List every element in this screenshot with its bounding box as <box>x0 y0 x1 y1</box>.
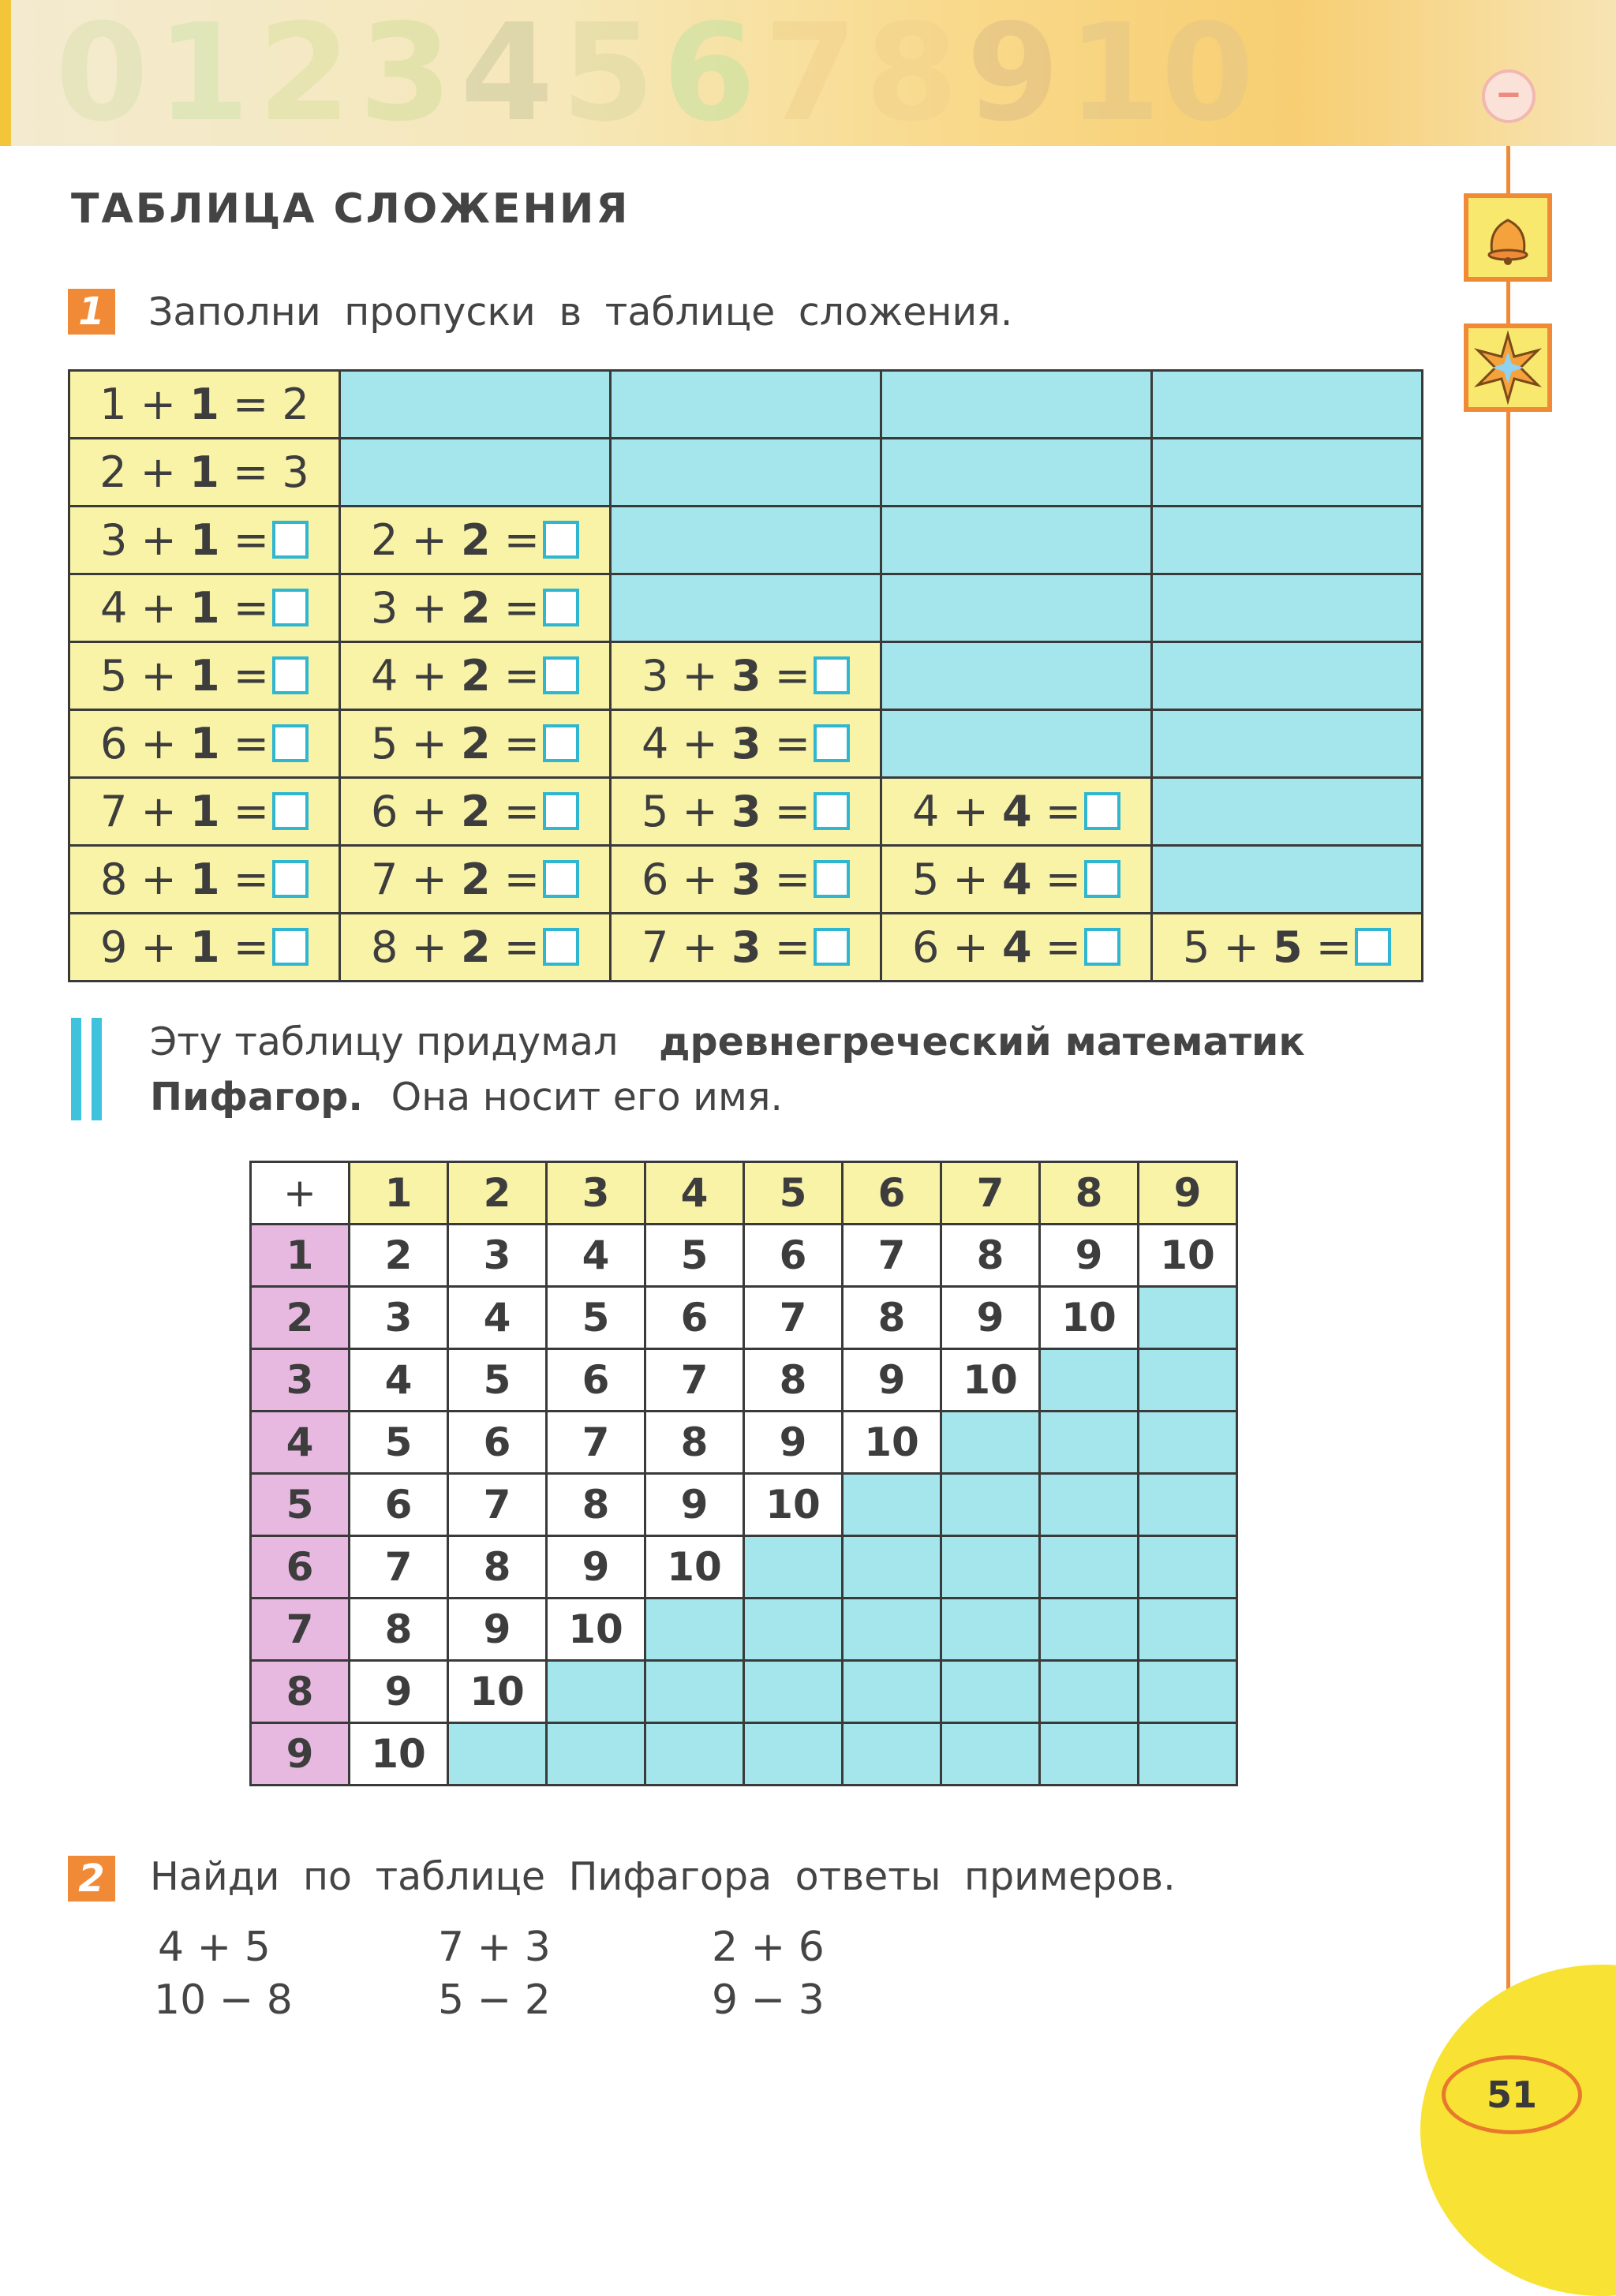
empty-cell <box>1040 1723 1139 1786</box>
empty-cell <box>1139 1287 1237 1349</box>
sum-cell: 8 <box>448 1536 547 1599</box>
addend: 5 <box>100 651 128 701</box>
addend: 5 <box>371 719 398 768</box>
addend: 1 <box>99 380 127 429</box>
sum-cell: 3 <box>448 1225 547 1287</box>
addend-bold: 1 <box>189 515 220 565</box>
empty-cell <box>843 1599 941 1661</box>
example: 9 − 3 <box>712 1976 825 2024</box>
sum: 3 <box>282 447 309 497</box>
equation-cell: 6 + 4 = <box>881 914 1152 982</box>
equation-cell: 1 + 1 = 2 <box>69 371 340 439</box>
empty-cell <box>611 574 881 642</box>
equation-cell: 2 + 2 = <box>340 507 611 574</box>
empty-cell <box>645 1723 744 1786</box>
column-header: 8 <box>1040 1162 1139 1225</box>
answer-box[interactable] <box>543 928 579 966</box>
row-header: 3 <box>251 1349 350 1412</box>
empty-cell <box>881 439 1152 507</box>
row-header: 9 <box>251 1723 350 1786</box>
addend-bold: 1 <box>189 447 219 497</box>
empty-cell <box>941 1661 1040 1723</box>
empty-cell <box>843 1661 941 1723</box>
empty-cell <box>843 1536 941 1599</box>
answer-box[interactable] <box>272 589 309 626</box>
sum-cell: 9 <box>448 1599 547 1661</box>
example: 5 − 2 <box>438 1976 551 2024</box>
row-header: 1 <box>251 1225 350 1287</box>
addition-table-row <box>69 574 1423 642</box>
answer-box[interactable] <box>543 656 579 694</box>
addend: 8 <box>371 922 398 972</box>
empty-cell <box>744 1599 843 1661</box>
example: 10 − 8 <box>154 1976 293 2024</box>
addend-bold: 2 <box>460 515 491 565</box>
sum-cell: 9 <box>350 1661 448 1723</box>
answer-box[interactable] <box>814 860 850 898</box>
empty-cell <box>1040 1349 1139 1412</box>
addend: 6 <box>100 719 128 768</box>
answer-box[interactable] <box>543 521 579 559</box>
banner-digit: 10 <box>1067 0 1255 146</box>
empty-cell <box>1040 1661 1139 1723</box>
sum-cell: 7 <box>350 1536 448 1599</box>
addition-table-row <box>69 371 1423 439</box>
addend: 6 <box>912 922 940 972</box>
answer-box[interactable] <box>814 928 850 966</box>
row-header: 7 <box>251 1599 350 1661</box>
sum-cell: 10 <box>1139 1225 1237 1287</box>
bell-icon <box>1464 193 1552 282</box>
sum-cell: 9 <box>1040 1225 1139 1287</box>
equation-cell: 5 + 1 = <box>69 642 340 710</box>
sum-cell: 10 <box>448 1661 547 1723</box>
addend: 4 <box>371 651 398 701</box>
empty-cell <box>547 1661 645 1723</box>
sum-cell: 7 <box>645 1349 744 1412</box>
pythagoras-row <box>251 1412 1237 1474</box>
sum-cell: 8 <box>645 1412 744 1474</box>
sum-cell: 7 <box>744 1287 843 1349</box>
empty-cell <box>448 1723 547 1786</box>
empty-cell <box>340 439 611 507</box>
empty-cell <box>1139 1349 1237 1412</box>
addition-table-row <box>69 846 1423 914</box>
banner-edge <box>0 0 11 146</box>
sum-cell: 6 <box>645 1287 744 1349</box>
plus-sign-cell: + <box>251 1162 350 1225</box>
answer-box[interactable] <box>272 724 309 762</box>
sum-cell: 6 <box>547 1349 645 1412</box>
task-instruction: Найди по таблице Пифагора ответы примеров. <box>150 1854 1176 1899</box>
answer-box[interactable] <box>272 928 309 966</box>
answer-box[interactable] <box>543 860 579 898</box>
addend-bold: 1 <box>189 922 220 972</box>
empty-cell <box>744 1723 843 1786</box>
equation-cell: 3 + 2 = <box>340 574 611 642</box>
equation-cell: 9 + 1 = <box>69 914 340 982</box>
empty-cell <box>881 507 1152 574</box>
sum-cell: 8 <box>350 1599 448 1661</box>
equation-cell: 8 + 2 = <box>340 914 611 982</box>
empty-cell <box>941 1412 1040 1474</box>
sum-cell: 2 <box>350 1225 448 1287</box>
addend: 3 <box>100 515 128 565</box>
empty-cell <box>611 507 881 574</box>
addend-bold: 3 <box>731 922 761 972</box>
star-icon <box>1464 323 1552 412</box>
addend-bold: 4 <box>1001 787 1032 836</box>
answer-box[interactable] <box>1084 928 1120 966</box>
banner-digit: 6 <box>662 0 757 146</box>
row-header: 2 <box>251 1287 350 1349</box>
row-header: 8 <box>251 1661 350 1723</box>
addend-bold: 5 <box>1272 922 1303 972</box>
banner-digit: 5 <box>561 0 655 146</box>
banner-digit: 1 <box>156 0 250 146</box>
sum-cell: 10 <box>941 1349 1040 1412</box>
banner-digit: 4 <box>460 0 554 146</box>
addend: 4 <box>642 719 669 768</box>
banner-digit: 9 <box>966 0 1060 146</box>
column-header: 9 <box>1139 1162 1237 1225</box>
pythagoras-row <box>251 1474 1237 1536</box>
sum-cell: 6 <box>744 1225 843 1287</box>
pythagoras-row <box>251 1599 1237 1661</box>
equation-cell: 4 + 1 = <box>69 574 340 642</box>
empty-cell <box>611 439 881 507</box>
answer-box[interactable] <box>272 521 309 559</box>
empty-cell <box>1139 1599 1237 1661</box>
sum-cell: 8 <box>744 1349 843 1412</box>
addend-bold: 3 <box>731 651 761 701</box>
empty-cell <box>1139 1474 1237 1536</box>
addend-bold: 2 <box>460 583 491 633</box>
equation-cell: 4 + 2 = <box>340 642 611 710</box>
column-header: 2 <box>448 1162 547 1225</box>
sum-cell: 8 <box>547 1474 645 1536</box>
column-header: 5 <box>744 1162 843 1225</box>
addend-bold: 2 <box>460 922 491 972</box>
addend-bold: 1 <box>189 854 220 904</box>
equation-cell: 7 + 1 = <box>69 778 340 846</box>
equation-cell: 5 + 2 = <box>340 710 611 778</box>
note-text: Эту таблицу придумал <box>150 1019 619 1064</box>
addition-table-row <box>69 642 1423 710</box>
addition-table-row <box>69 439 1423 507</box>
addend: 9 <box>100 922 128 972</box>
pythagoras-table <box>249 1161 1238 1786</box>
equation-cell: 6 + 1 = <box>69 710 340 778</box>
addend-bold: 3 <box>731 719 761 768</box>
pythagoras-row <box>251 1225 1237 1287</box>
example: 4 + 5 <box>158 1924 271 1971</box>
addition-table <box>68 369 1423 982</box>
equation-cell: 5 + 3 = <box>611 778 881 846</box>
task-number: 1 <box>68 289 115 335</box>
pythagoras-row <box>251 1661 1237 1723</box>
addend-bold: 3 <box>731 787 761 836</box>
column-header: 3 <box>547 1162 645 1225</box>
row-header: 5 <box>251 1474 350 1536</box>
addend-bold: 2 <box>460 854 491 904</box>
addend-bold: 2 <box>460 719 491 768</box>
example: 7 + 3 <box>438 1924 551 1971</box>
note-bold-text: Пифагор. <box>150 1075 363 1120</box>
note-line <box>150 1019 1305 1064</box>
addition-table-row <box>69 507 1423 574</box>
empty-cell <box>1152 507 1423 574</box>
answer-box[interactable] <box>1084 792 1120 830</box>
empty-cell <box>843 1723 941 1786</box>
sum-cell: 9 <box>941 1287 1040 1349</box>
pythagoras-row <box>251 1349 1237 1412</box>
sum-cell: 9 <box>843 1349 941 1412</box>
addend-bold: 1 <box>189 719 220 768</box>
addend: 4 <box>100 583 128 633</box>
sum-cell: 4 <box>350 1349 448 1412</box>
sum: 2 <box>282 380 309 429</box>
addend: 2 <box>371 515 398 565</box>
empty-cell <box>941 1599 1040 1661</box>
equation-cell: 4 + 4 = <box>881 778 1152 846</box>
column-header: 1 <box>350 1162 448 1225</box>
note-bar <box>71 1018 81 1120</box>
empty-cell <box>1040 1474 1139 1536</box>
addend-bold: 1 <box>189 583 220 633</box>
header-banner <box>0 0 1616 146</box>
banner-digit: 3 <box>358 0 453 146</box>
task-number: 2 <box>68 1856 115 1901</box>
equation-cell: 3 + 1 = <box>69 507 340 574</box>
column-header: 7 <box>941 1162 1040 1225</box>
addend-bold: 2 <box>460 787 491 836</box>
empty-cell <box>881 371 1152 439</box>
equation-cell: 3 + 3 = <box>611 642 881 710</box>
empty-cell <box>645 1661 744 1723</box>
answer-box[interactable] <box>543 589 579 626</box>
row-header: 4 <box>251 1412 350 1474</box>
answer-box[interactable] <box>1084 860 1120 898</box>
addend-bold: 4 <box>1001 922 1032 972</box>
sum-cell: 6 <box>350 1474 448 1536</box>
margin-line <box>1506 146 1510 2134</box>
equation-cell: 7 + 2 = <box>340 846 611 914</box>
addition-table-row <box>69 914 1423 982</box>
empty-cell <box>941 1723 1040 1786</box>
pythagoras-header-row <box>251 1162 1237 1225</box>
column-header: 6 <box>843 1162 941 1225</box>
answer-box[interactable] <box>272 656 309 694</box>
empty-cell <box>340 371 611 439</box>
sum-cell: 7 <box>448 1474 547 1536</box>
note-bar <box>92 1018 102 1120</box>
sum-cell: 10 <box>645 1536 744 1599</box>
empty-cell <box>1152 439 1423 507</box>
empty-cell <box>1152 710 1423 778</box>
empty-cell <box>881 710 1152 778</box>
empty-cell <box>1040 1599 1139 1661</box>
empty-cell <box>881 574 1152 642</box>
answer-box[interactable] <box>543 792 579 830</box>
empty-cell <box>744 1661 843 1723</box>
banner-digit: 7 <box>764 0 858 146</box>
pythagoras-row <box>251 1536 1237 1599</box>
addend-bold: 1 <box>189 651 220 701</box>
note-text: Она носит его имя. <box>391 1075 783 1120</box>
banner-digit: 2 <box>257 0 351 146</box>
empty-cell <box>1152 642 1423 710</box>
note-line <box>150 1075 783 1120</box>
addend-bold: 3 <box>731 854 761 904</box>
sum-cell: 10 <box>744 1474 843 1536</box>
empty-cell <box>547 1723 645 1786</box>
row-header: 6 <box>251 1536 350 1599</box>
sum-cell: 5 <box>645 1225 744 1287</box>
empty-cell <box>1040 1536 1139 1599</box>
column-header: 4 <box>645 1162 744 1225</box>
answer-box[interactable] <box>1355 928 1391 966</box>
sum-cell: 4 <box>448 1287 547 1349</box>
sum-cell: 3 <box>350 1287 448 1349</box>
empty-cell <box>1152 846 1423 914</box>
page-number-badge <box>1442 2055 1582 2134</box>
sum-cell: 10 <box>1040 1287 1139 1349</box>
sum-cell: 6 <box>448 1412 547 1474</box>
banner-digit: 0 <box>55 0 149 146</box>
empty-cell <box>843 1474 941 1536</box>
answer-box[interactable] <box>814 656 850 694</box>
sum-cell: 5 <box>350 1412 448 1474</box>
addend: 6 <box>371 787 398 836</box>
equation-cell: 6 + 2 = <box>340 778 611 846</box>
task-instruction: Заполни пропуски в таблице сложения. <box>148 290 1013 335</box>
empty-cell <box>881 642 1152 710</box>
addend: 7 <box>642 922 669 972</box>
addend-bold: 4 <box>1001 854 1032 904</box>
empty-cell <box>1152 778 1423 846</box>
answer-box[interactable] <box>814 792 850 830</box>
addition-table-row <box>69 710 1423 778</box>
banner-digits <box>55 0 1255 146</box>
empty-cell <box>1040 1412 1139 1474</box>
empty-cell <box>1139 1661 1237 1723</box>
page-title: ТАБЛИЦА СЛОЖЕНИЯ <box>71 185 630 233</box>
sum-cell: 9 <box>645 1474 744 1536</box>
minus-icon: − <box>1482 69 1536 123</box>
addend: 2 <box>99 447 127 497</box>
empty-cell <box>941 1474 1040 1536</box>
empty-cell <box>1139 1536 1237 1599</box>
empty-cell <box>1152 574 1423 642</box>
sum-cell: 7 <box>843 1225 941 1287</box>
page-number: 51 <box>1486 2074 1537 2116</box>
addend: 7 <box>371 854 398 904</box>
sum-cell: 7 <box>547 1412 645 1474</box>
answer-box[interactable] <box>272 860 309 898</box>
sum-cell: 8 <box>941 1225 1040 1287</box>
empty-cell <box>941 1536 1040 1599</box>
empty-cell <box>645 1599 744 1661</box>
sum-cell: 10 <box>547 1599 645 1661</box>
sum-cell: 10 <box>843 1412 941 1474</box>
addend-bold: 1 <box>189 380 219 429</box>
addend: 5 <box>912 854 940 904</box>
equation-cell: 6 + 3 = <box>611 846 881 914</box>
addition-table-row <box>69 778 1423 846</box>
answer-box[interactable] <box>543 724 579 762</box>
pythagoras-row <box>251 1287 1237 1349</box>
addend: 5 <box>642 787 669 836</box>
sum-cell: 5 <box>547 1287 645 1349</box>
answer-box[interactable] <box>814 724 850 762</box>
pythagoras-row <box>251 1723 1237 1786</box>
banner-digit: 8 <box>865 0 959 146</box>
sum-cell: 10 <box>350 1723 448 1786</box>
empty-cell <box>1152 371 1423 439</box>
addend: 3 <box>371 583 398 633</box>
equation-cell: 7 + 3 = <box>611 914 881 982</box>
empty-cell <box>1139 1723 1237 1786</box>
empty-cell <box>611 371 881 439</box>
equation-cell: 5 + 4 = <box>881 846 1152 914</box>
addend-bold: 2 <box>460 651 491 701</box>
empty-cell <box>1139 1412 1237 1474</box>
sum-cell: 9 <box>547 1536 645 1599</box>
sum-cell: 4 <box>547 1225 645 1287</box>
addend: 5 <box>1183 922 1210 972</box>
equation-cell: 2 + 1 = 3 <box>69 439 340 507</box>
addend: 7 <box>100 787 128 836</box>
addend: 4 <box>912 787 940 836</box>
empty-cell <box>744 1536 843 1599</box>
answer-box[interactable] <box>272 792 309 830</box>
addend: 3 <box>642 651 669 701</box>
addend: 6 <box>642 854 669 904</box>
equation-cell: 8 + 1 = <box>69 846 340 914</box>
note-bold-text: древнегреческий математик <box>658 1019 1305 1064</box>
sum-cell: 8 <box>843 1287 941 1349</box>
equation-cell: 5 + 5 = <box>1152 914 1423 982</box>
example: 2 + 6 <box>712 1924 825 1971</box>
sum-cell: 5 <box>448 1349 547 1412</box>
sum-cell: 9 <box>744 1412 843 1474</box>
equation-cell: 4 + 3 = <box>611 710 881 778</box>
addend: 8 <box>100 854 128 904</box>
addend-bold: 1 <box>189 787 220 836</box>
